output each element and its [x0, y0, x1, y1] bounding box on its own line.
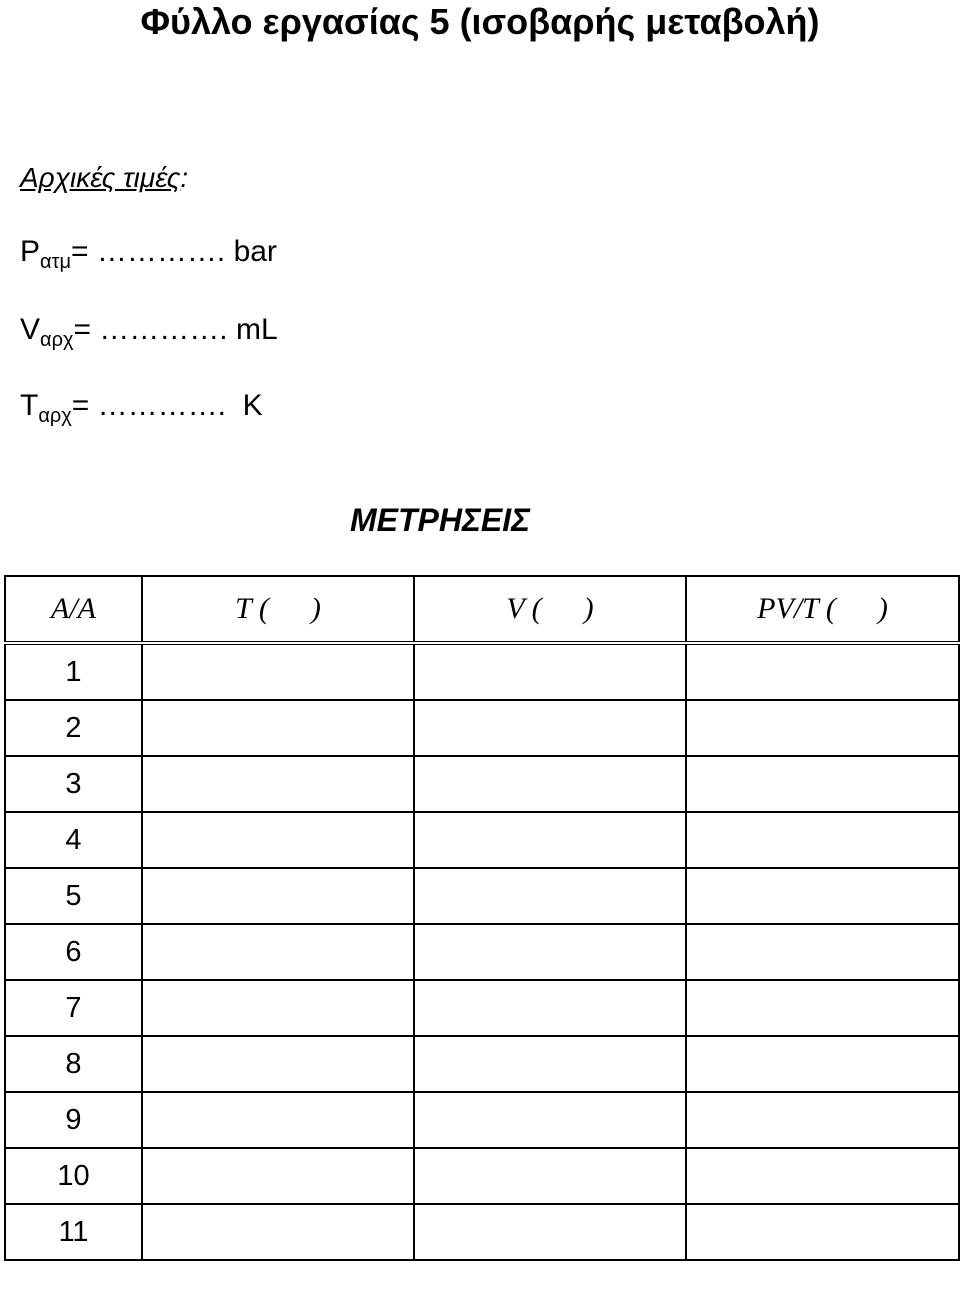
pv-over-t-cell[interactable]	[686, 643, 959, 700]
volume-cell[interactable]	[414, 1092, 686, 1148]
table-row	[5, 1148, 959, 1204]
pv-over-t-cell[interactable]	[686, 980, 959, 1036]
initial-values-label: Αρχικές τιμές	[20, 162, 181, 193]
row-index-cell: 7	[5, 980, 142, 1036]
pv-over-t-cell[interactable]	[686, 700, 959, 756]
table-row	[5, 700, 959, 756]
param-pressure	[20, 232, 277, 282]
param-subscript: ατμ	[40, 251, 72, 273]
volume-cell[interactable]	[414, 1036, 686, 1092]
row-index-cell: 6	[5, 924, 142, 980]
page-title: Φύλλο εργασίας 5 (ισοβαρής μεταβολή)	[140, 1, 820, 42]
temperature-cell[interactable]	[142, 700, 414, 756]
param-temperature	[20, 386, 263, 436]
initial-values-colon: :	[180, 162, 189, 193]
temperature-cell[interactable]	[142, 812, 414, 868]
param-dots: = ………….	[73, 313, 228, 346]
pv-over-t-cell[interactable]	[686, 924, 959, 980]
volume-cell[interactable]	[414, 924, 686, 980]
param-dots: = ………….	[71, 389, 226, 422]
temperature-cell[interactable]	[142, 756, 414, 812]
volume-cell[interactable]	[414, 812, 686, 868]
table-header-row	[5, 576, 959, 643]
temperature-cell[interactable]	[142, 868, 414, 924]
temperature-cell[interactable]	[142, 1092, 414, 1148]
pv-over-t-cell[interactable]	[686, 756, 959, 812]
param-volume	[20, 310, 278, 360]
temperature-cell[interactable]	[142, 1036, 414, 1092]
row-index-cell: 2	[5, 700, 142, 756]
row-index-cell: 4	[5, 812, 142, 868]
measurements-heading: ΜΕΤΡΗΣΕΙΣ	[349, 502, 530, 538]
table-row	[5, 868, 959, 924]
temperature-cell[interactable]	[142, 980, 414, 1036]
pv-over-t-cell[interactable]	[686, 812, 959, 868]
param-subscript: αρχ	[38, 405, 72, 427]
column-header-volume: V ( )	[414, 576, 686, 643]
table-row	[5, 643, 959, 700]
temperature-cell[interactable]	[142, 643, 414, 700]
row-index-cell: 8	[5, 1036, 142, 1092]
row-index-cell: 1	[5, 643, 142, 700]
column-header-pv-over-t: PV/T ( )	[686, 576, 959, 643]
row-index-cell: 9	[5, 1092, 142, 1148]
pv-over-t-cell[interactable]	[686, 1148, 959, 1204]
initial-values-heading	[20, 160, 188, 196]
param-unit: K	[242, 389, 263, 422]
row-index-cell: 5	[5, 868, 142, 924]
pv-over-t-cell[interactable]	[686, 1036, 959, 1092]
pv-over-t-cell[interactable]	[686, 1092, 959, 1148]
table-row	[5, 1036, 959, 1092]
row-index-cell: 10	[5, 1148, 142, 1204]
param-dots: = ………….	[71, 235, 226, 268]
param-unit: bar	[233, 235, 277, 268]
volume-cell[interactable]	[414, 868, 686, 924]
table-row	[5, 980, 959, 1036]
param-symbol: T	[20, 389, 39, 422]
table-row	[5, 756, 959, 812]
param-unit: mL	[236, 313, 278, 346]
table-row	[5, 1092, 959, 1148]
row-index-cell: 11	[5, 1204, 142, 1260]
volume-cell[interactable]	[414, 1148, 686, 1204]
param-symbol: V	[20, 313, 41, 346]
pv-over-t-cell[interactable]	[686, 1204, 959, 1260]
temperature-cell[interactable]	[142, 1148, 414, 1204]
table-row	[5, 924, 959, 980]
column-header-index: Α/Α	[5, 576, 142, 643]
volume-cell[interactable]	[414, 980, 686, 1036]
volume-cell[interactable]	[414, 700, 686, 756]
table-row	[5, 812, 959, 868]
row-index-cell: 3	[5, 756, 142, 812]
temperature-cell[interactable]	[142, 1204, 414, 1260]
volume-cell[interactable]	[414, 643, 686, 700]
pv-over-t-cell[interactable]	[686, 868, 959, 924]
volume-cell[interactable]	[414, 1204, 686, 1260]
measurements-table	[4, 575, 960, 1261]
param-symbol: P	[20, 235, 41, 268]
volume-cell[interactable]	[414, 756, 686, 812]
column-header-temperature: T ( )	[142, 576, 414, 643]
table-row	[5, 1204, 959, 1260]
temperature-cell[interactable]	[142, 924, 414, 980]
param-subscript: αρχ	[40, 329, 74, 351]
